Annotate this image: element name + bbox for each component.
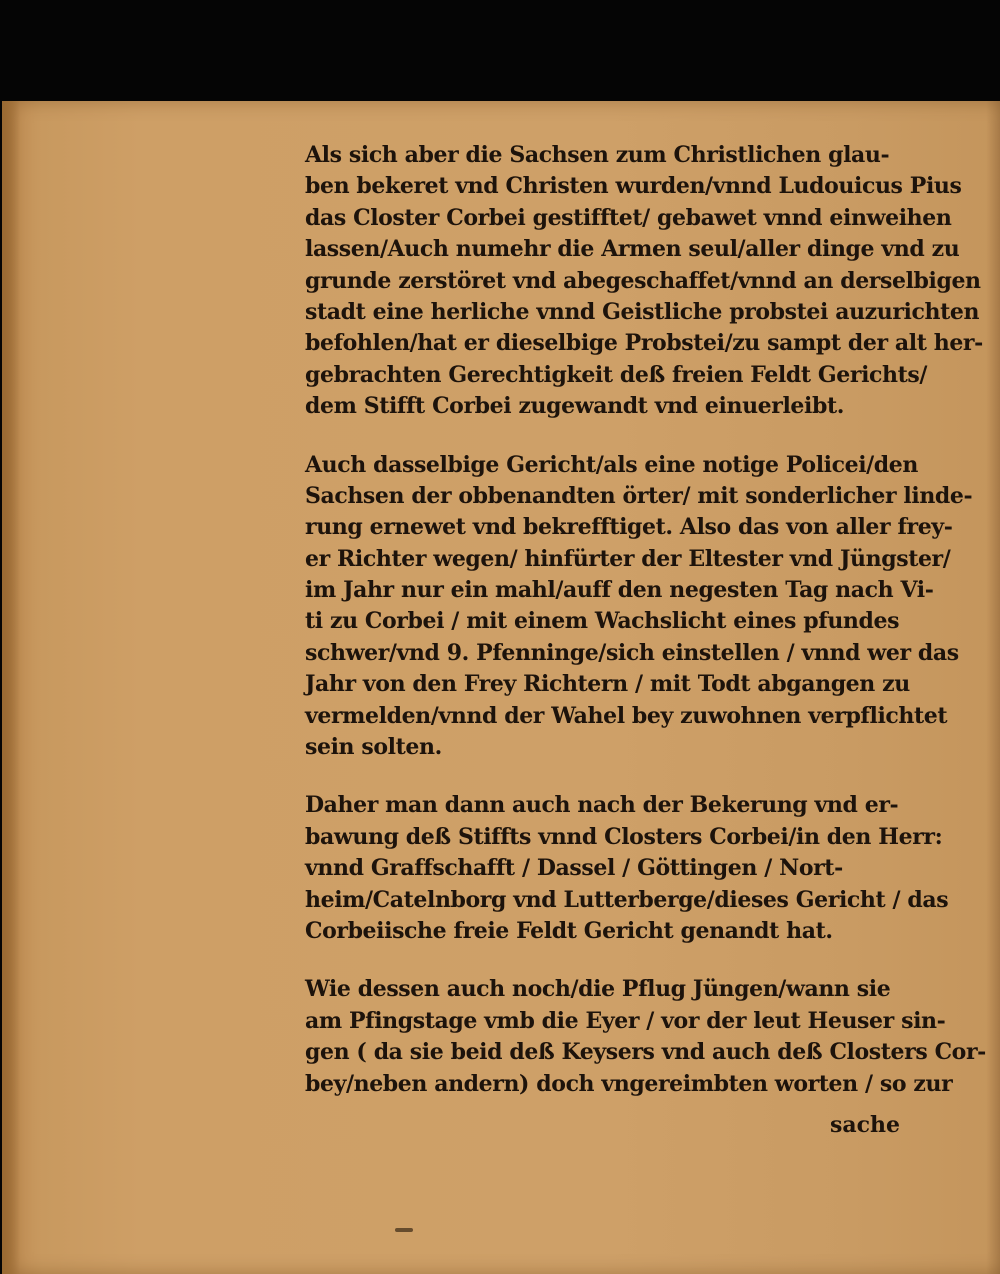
text-line: Daher man dann auch nach der Bekerung vnd er-: [305, 792, 899, 819]
paragraph-3: [305, 790, 949, 947]
text-line: das Closter Corbei gestifftet/ gebawet vnnd einweihen: [305, 204, 952, 231]
text-line: befohlen/hat er dieselbige Probstei/zu sampt der alt her-: [305, 330, 983, 357]
text-line: Sachsen der obbenandten örter/ mit sonderlicher linde-: [305, 482, 973, 509]
ink-mark: [395, 1228, 413, 1232]
text-line: schwer/vnd 9. Pfenninge/sich einstellen / vnnd wer das: [305, 639, 959, 666]
text-line: Auch dasselbige Gericht/als eine notige Policei/den: [305, 451, 918, 478]
paragraph-2: [305, 450, 973, 764]
text-line: Als sich aber die Sachsen zum Christlichen glau-: [305, 142, 890, 168]
text-line: vnnd Graffschafft / Dassel / Göttingen / Nort-: [305, 855, 843, 882]
text-line: dem Stifft Corbei zugewandt vnd einuerleibt.: [305, 393, 844, 420]
text-line: bawung deß Stiffts vnnd Closters Corbei/in den Herr:: [305, 823, 943, 850]
paragraph-1: [305, 140, 983, 423]
text-line: ti zu Corbei / mit einem Wachslicht eines pfundes: [305, 608, 900, 635]
text-line: stadt eine herliche vnnd Geistliche probstei auzurichten: [305, 298, 980, 325]
text-line: vermelden/vnnd der Wahel bey zuwohnen verpflichtet: [305, 702, 948, 729]
text-line: im Jahr nur ein mahl/auff den negesten Tag nach Vi-: [305, 577, 934, 604]
text-line: Wie dessen auch noch/die Pflug Jüngen/wann sie: [305, 976, 891, 1003]
text-line: er Richter wegen/ hinfürter der Eltester vnd Jüngster/: [305, 545, 951, 572]
text-line: Corbeiische freie Feldt Gericht genandt hat.: [305, 917, 833, 944]
text-line: Jahr von den Frey Richtern / mit Todt abgangen zu: [305, 671, 910, 698]
text-line: heim/Catelnborg vnd Lutterberge/dieses Gericht / das: [305, 886, 949, 913]
text-line: gebrachten Gerechtigkeit deß freien Feldt Gerichts/: [305, 361, 927, 388]
paragraph-4: [305, 974, 986, 1100]
body-text: [305, 140, 986, 1100]
catchword: sache: [830, 1112, 901, 1138]
text-line: grunde zerstöret vnd abegeschaffet/vnnd an derselbigen: [305, 267, 981, 294]
text-line: rung ernewet vnd bekrefftiget. Also das von aller frey-: [305, 514, 953, 541]
text-line: sein solten.: [305, 734, 442, 761]
text-line: gen ( da sie beid deß Keysers vnd auch deß Closters Cor-: [305, 1039, 986, 1066]
text-line: lassen/Auch numehr die Armen seul/aller dinge vnd zu: [305, 236, 960, 263]
text-line: ben bekeret vnd Christen wurden/vnnd Ludouicus Pius: [305, 173, 962, 200]
text-line: am Pfingstage vmb die Eyer / vor der leut Heuser sin-: [305, 1007, 946, 1034]
text-line: bey/neben andern) doch vngereimbten worten / so zur: [305, 1070, 953, 1097]
